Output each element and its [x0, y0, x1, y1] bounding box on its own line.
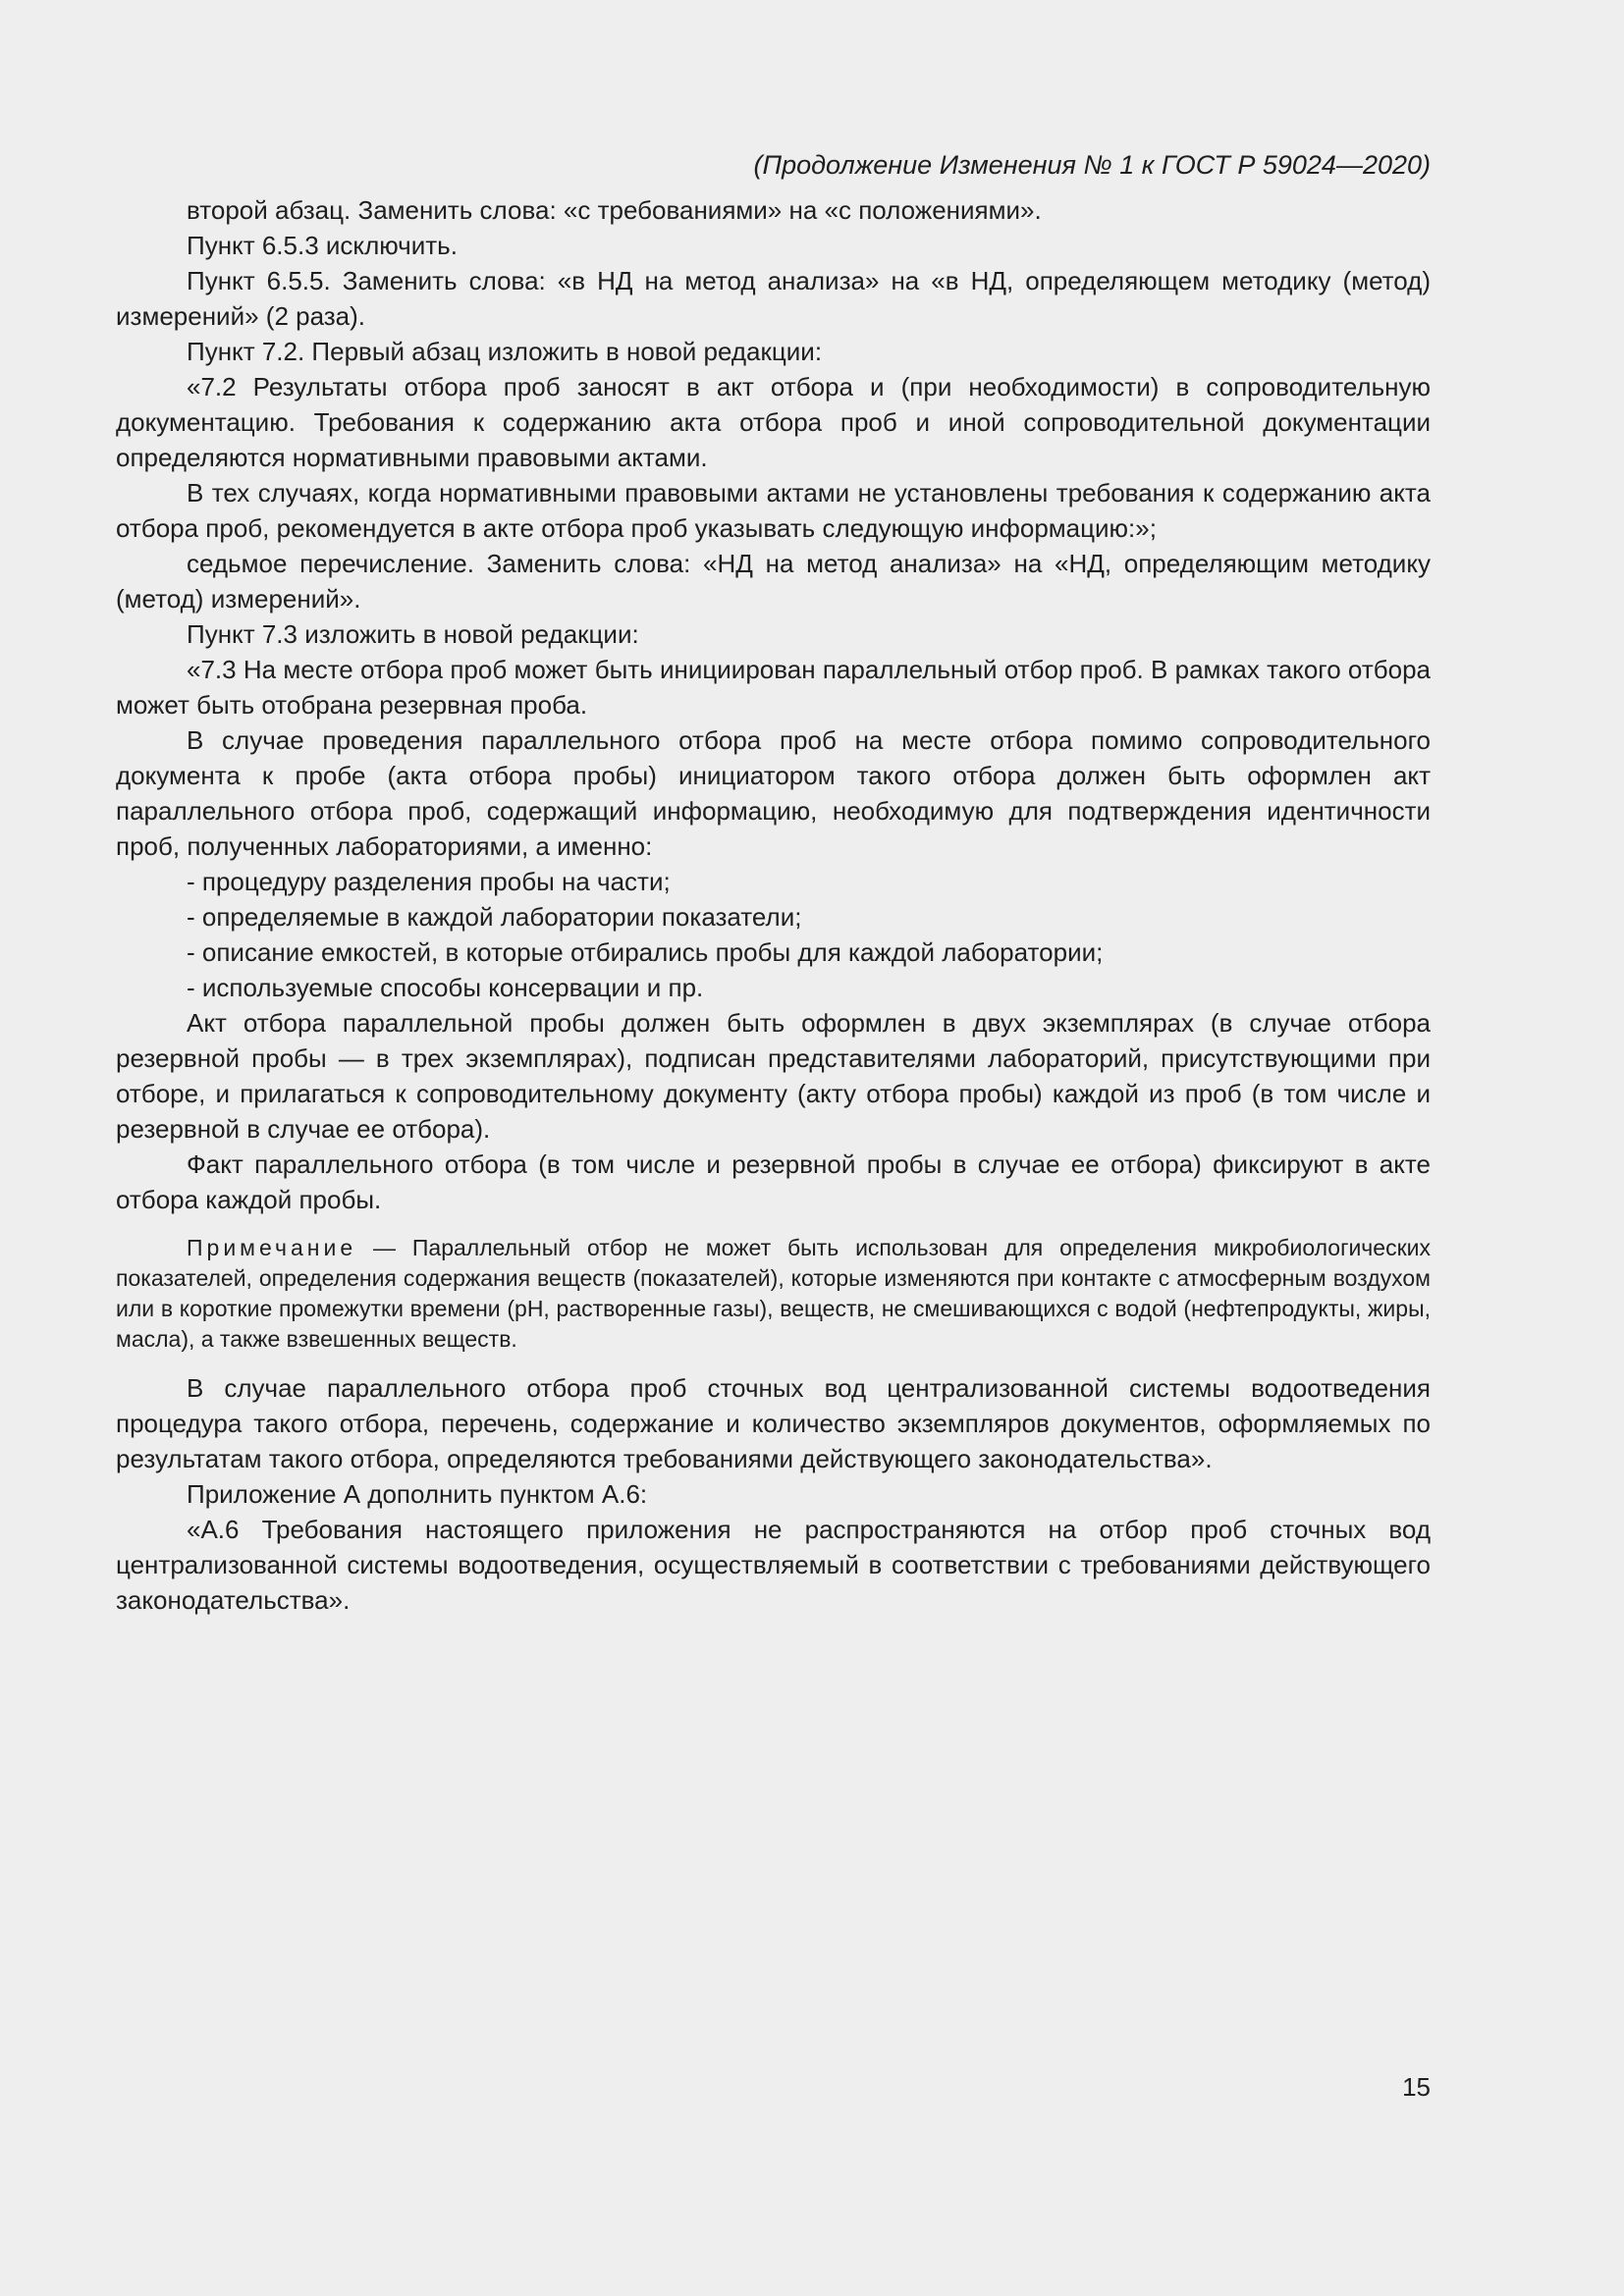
paragraph: Пункт 7.2. Первый абзац изложить в новой редакции: [187, 337, 823, 366]
list-item: - используемые способы консервации и пр. [187, 973, 704, 1002]
paragraph: «7.3 На месте отбора проб может быть инициирован параллельный отбор проб. В рамках такого отбора может быть отобрана резервная проба. [116, 655, 1431, 720]
paragraph: В тех случаях, когда нормативными правовыми актами не установлены требования к содержанию акта отбора проб, рекомендуется в акте отбора проб указывать следующую информацию:»; [116, 478, 1431, 543]
list-item: - описание емкостей, в которые отбирались пробы для каждой лаборатории; [187, 937, 1104, 967]
note-paragraph [116, 1233, 1431, 1355]
body-after-note [116, 1370, 1431, 1618]
paragraph: второй абзац. Заменить слова: «с требованиями» на «с положениями». [187, 195, 1042, 225]
list-item: - определяемые в каждой лаборатории показатели; [187, 902, 802, 932]
note-text: — Параллельный отбор не может быть использован для определения микробиологических показателей, определения содержания веществ (показателей), которые изменяются при контакте с атмосферным воздухом или в короткие промежутки времени (рН, растворенные газы), веществ, не смешивающихся с водой (нефтепродукты, жиры, масла), а также взвешенных веществ. [116, 1235, 1431, 1352]
page-number: 15 [1402, 2072, 1431, 2102]
page-header: (Продолжение Изменения № 1 к ГОСТ Р 59024—2020) [753, 150, 1431, 180]
paragraph: Факт параллельного отбора (в том числе и резервной пробы в случае ее отбора) фиксируют в акте отбора каждой пробы. [116, 1149, 1431, 1214]
paragraph: Пункт 6.5.5. Заменить слова: «в НД на метод анализа» на «в НД, определяющем методику (метод) измерений» (2 раза). [116, 266, 1431, 331]
paragraph: В случае проведения параллельного отбора проб на месте отбора помимо сопроводительного документа к пробе (акта отбора пробы) инициатором такого отбора должен быть оформлен акт параллельного отбора проб, содержащий информацию, необходимую для подтверждения идентичности проб, полученных лабораториями, а именно: [116, 725, 1431, 861]
note-label: Примечание [187, 1235, 357, 1260]
paragraph: Акт отбора параллельной пробы должен быть оформлен в двух экземплярах (в случае отбора резервной пробы — в трех экземплярах), подписан представителями лабораторий, присутствующими при отборе, и прилагаться к сопроводительному документу (акту отбора пробы) каждой из проб (в том числе и резервной в случае ее отбора). [116, 1008, 1431, 1144]
list-item: - процедуру разделения пробы на части; [187, 867, 671, 896]
note-block [116, 1233, 1431, 1355]
paragraph: Приложение А дополнить пунктом А.6: [187, 1479, 648, 1509]
paragraph: «7.2 Результаты отбора проб заносят в акт отбора и (при необходимости) в сопроводительную документацию. Требования к содержанию акта отбора проб и иной сопроводительной документации определяются нормативными правовыми актами. [116, 372, 1431, 472]
paragraph: Пункт 6.5.3 исключить. [187, 231, 458, 260]
paragraph: «А.6 Требования настоящего приложения не распространяются на отбор проб сточных вод централизованной системы водоотведения, осуществляемый в соответствии с требованиями действующего законодательства». [116, 1515, 1431, 1615]
paragraph: Пункт 7.3 изложить в новой редакции: [187, 619, 639, 649]
paragraph: седьмое перечисление. Заменить слова: «НД на метод анализа» на «НД, определяющим методику (метод) измерений». [116, 549, 1431, 614]
paragraph: В случае параллельного отбора проб сточных вод централизованной системы водоотведения процедура такого отбора, перечень, содержание и количество экземпляров документов, оформляемых по результатам такого отбора, определяются требованиями действующего законодательства». [116, 1373, 1431, 1473]
body-before-note [116, 192, 1431, 1217]
document-page [116, 147, 1431, 1618]
